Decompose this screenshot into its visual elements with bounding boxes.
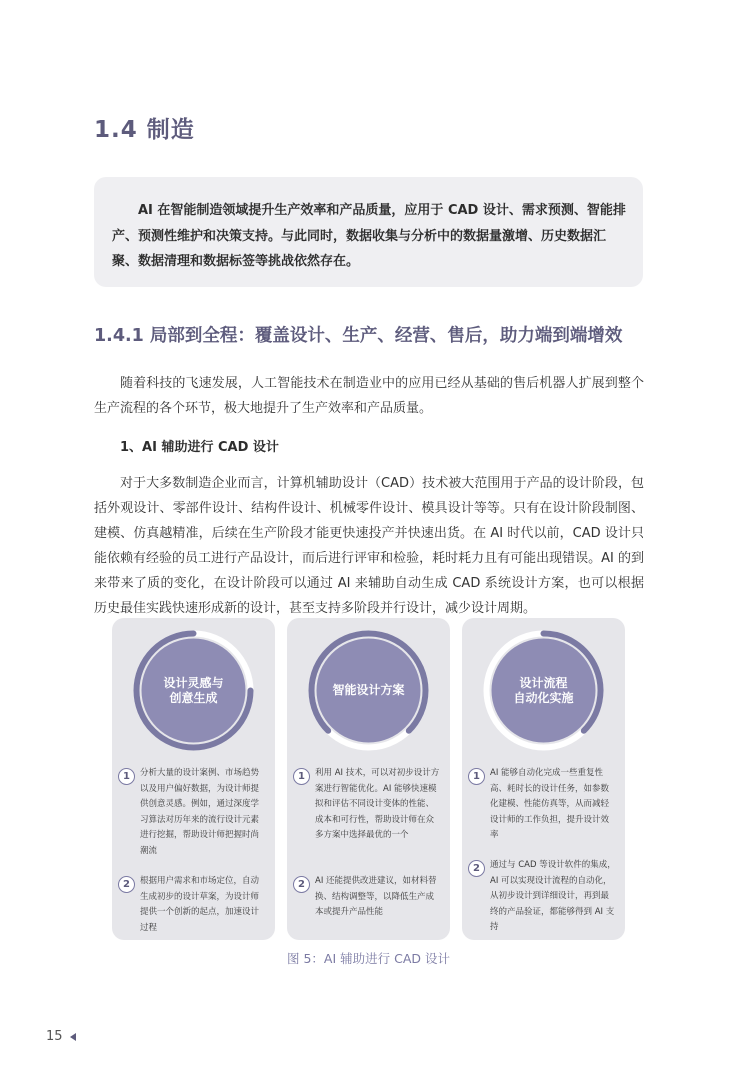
card-label-line1: 智能设计方案 — [332, 683, 405, 697]
card-point — [118, 766, 270, 859]
section-title: 1.4 制造 — [94, 117, 195, 143]
triangle-left-icon — [70, 1033, 76, 1041]
point-number-badge: 1 — [118, 768, 135, 785]
point-text: AI 能够自动化完成一些重复性高、耗时长的设计任务，如参数化建模、性能仿真等，从而减轻设计师的工作负担，提升设计效率 — [490, 768, 610, 840]
card-label — [316, 638, 421, 743]
point-number-badge: 2 — [293, 876, 310, 893]
card-point — [118, 874, 270, 936]
summary-text: AI 在智能制造领域提升生产效率和产品质量，应用于 CAD 设计、需求预测、智能排产、预测性维护和决策支持。与此同时，数据收集与分析中的数据量激增、历史数据汇聚、数据清理和数据标签等挑战依然存在。 — [112, 203, 626, 269]
point-text: 分析大量的设计案例、市场趋势以及用户偏好数据，为设计师提供创意灵感。例如，通过深度学习算法对历年来的流行设计元素进行挖掘，帮助设计师把握时尚潮流 — [140, 768, 260, 856]
point-text: 根据用户需求和市场定位，自动生成初步的设计草案，为设计师提供一个创新的起点，加速设计过程 — [140, 876, 260, 933]
summary-box — [94, 177, 643, 287]
card-point — [468, 858, 620, 936]
point-number-badge: 1 — [293, 768, 310, 785]
page-number-text: 15 — [46, 1029, 63, 1044]
card-label-line1: 设计灵感与 — [163, 675, 224, 690]
card-point — [293, 766, 445, 844]
figure-card-process-automation — [462, 618, 625, 940]
figure-card-design-inspiration — [112, 618, 275, 940]
card-label-line2: 自动化实施 — [513, 690, 574, 705]
card-point — [468, 766, 620, 844]
point-number-badge: 2 — [118, 876, 135, 893]
intro-paragraph: 随着科技的飞速发展，人工智能技术在制造业中的应用已经从基础的售后机器人扩展到整个生产流程的各个环节，极大地提升了生产效率和产品质量。 — [94, 376, 644, 416]
point-text: 通过与 CAD 等设计软件的集成，AI 可以实现设计流程的自动化，从初步设计到详细设计，再到最终的产品验证，都能够得到 AI 支持 — [490, 860, 616, 932]
point-text: 利用 AI 技术，可以对初步设计方案进行智能优化。AI 能够快速模拟和评估不同设计变体的性能、成本和可行性，帮助设计师在众多方案中选择最优的一个 — [315, 768, 440, 840]
card-label — [141, 638, 246, 743]
point-number-badge: 1 — [468, 768, 485, 785]
card-label-line1: 设计流程 — [519, 675, 568, 690]
subsection-title: 1.4.1 局部到全程：覆盖设计、生产、经营、售后，助力端到端增效 — [94, 326, 623, 346]
figure-caption: 图 5：AI 辅助进行 CAD 设计 — [287, 951, 450, 966]
point-number-badge: 2 — [468, 860, 485, 877]
card-label-line2: 创意生成 — [169, 690, 218, 705]
card-point — [293, 874, 445, 921]
point-text: AI 还能提供改进建议，如材料替换、结构调整等，以降低生产成本或提升产品性能 — [315, 876, 437, 917]
item-body-paragraph: 对于大多数制造企业而言，计算机辅助设计（CAD）技术被大范围用于产品的设计阶段，包括外观设计、零部件设计、结构件设计、机械零件设计、模具设计等等。只有在设计阶段制图、建模、仿真越精准，后续在生产阶段才能更快速投产并快速出货。在 AI 时代以前，CAD 设计只能依赖有经验的员工进行产品设计，而后进行评审和检验，耗时耗力且有可能出现错误。AI 的到来带来了质的变化，在设计阶段可以通过 AI 来辅助自动生成 CAD 系统设计方案，也可以根据历史最佳实践快速形成新的设计，甚至支持多阶段并行设计，减少设计周期。 — [94, 476, 644, 616]
page-number — [46, 1029, 76, 1044]
card-label — [491, 638, 596, 743]
figure-card-smart-design — [287, 618, 450, 940]
item-heading: 1、AI 辅助进行 CAD 设计 — [120, 440, 279, 455]
